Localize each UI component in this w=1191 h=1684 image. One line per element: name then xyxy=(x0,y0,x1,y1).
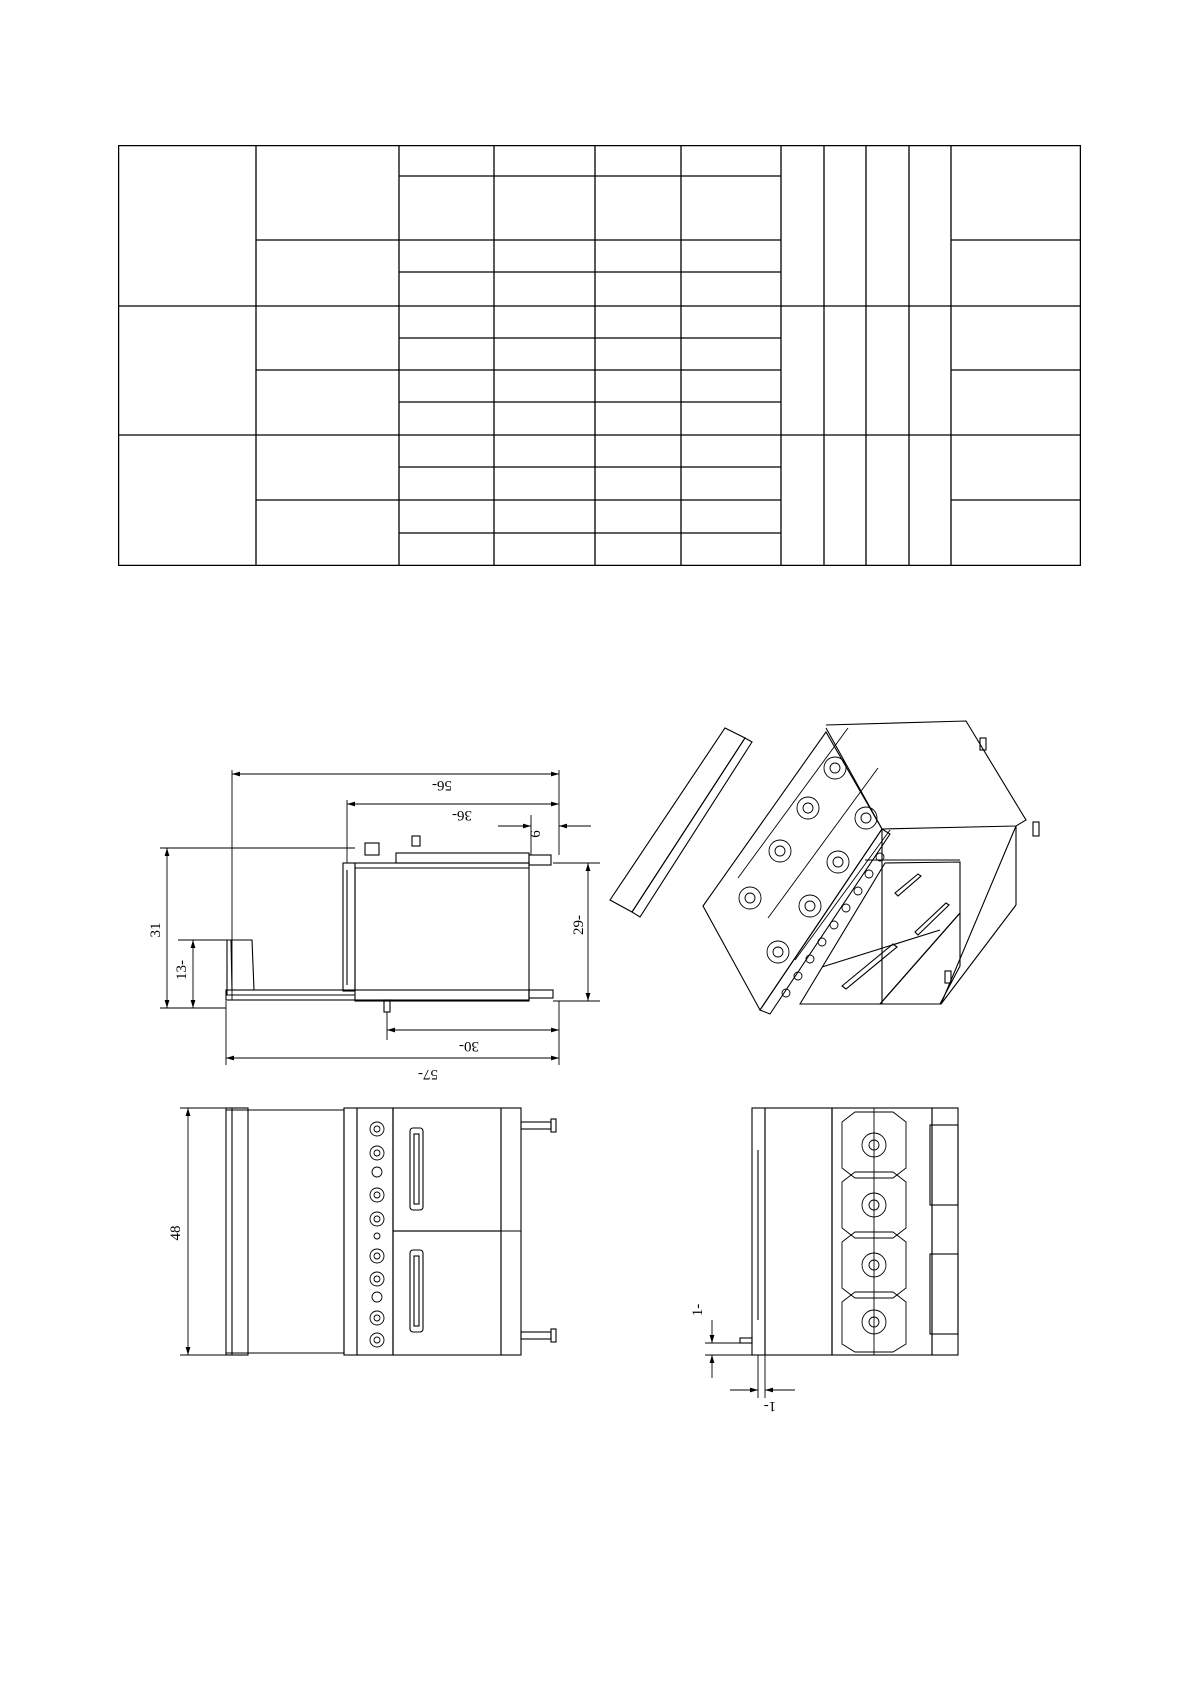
dim-width: 48 xyxy=(168,1225,184,1241)
front-view-knobs xyxy=(370,1122,384,1347)
dim-depth-base: 30- xyxy=(459,1038,479,1054)
dim-height-splash: 13- xyxy=(174,960,190,980)
side-body xyxy=(355,863,529,1001)
side-view-labels xyxy=(148,777,587,1082)
side-view xyxy=(226,836,553,1012)
rear-view-dimensions xyxy=(705,1320,795,1398)
dim-leg-offset: 1- xyxy=(763,1398,777,1414)
dim-depth-top: 56- xyxy=(432,777,452,793)
dim-depth-inner: 36- xyxy=(452,807,472,823)
front-view xyxy=(226,1108,556,1355)
rear-view-grates xyxy=(842,1108,906,1355)
dim-height-body: 29- xyxy=(571,915,587,935)
isometric-burners xyxy=(738,728,890,997)
rear-view xyxy=(740,1108,958,1355)
dim-leg-height: 1- xyxy=(690,1303,706,1317)
dim-depth-overall: 57- xyxy=(418,1066,438,1082)
side-view-dimensions xyxy=(160,770,600,1065)
front-view-dimensions xyxy=(180,1108,226,1355)
dim-height-total: 31 xyxy=(148,922,164,938)
dim-overhang: 6 xyxy=(528,830,544,838)
